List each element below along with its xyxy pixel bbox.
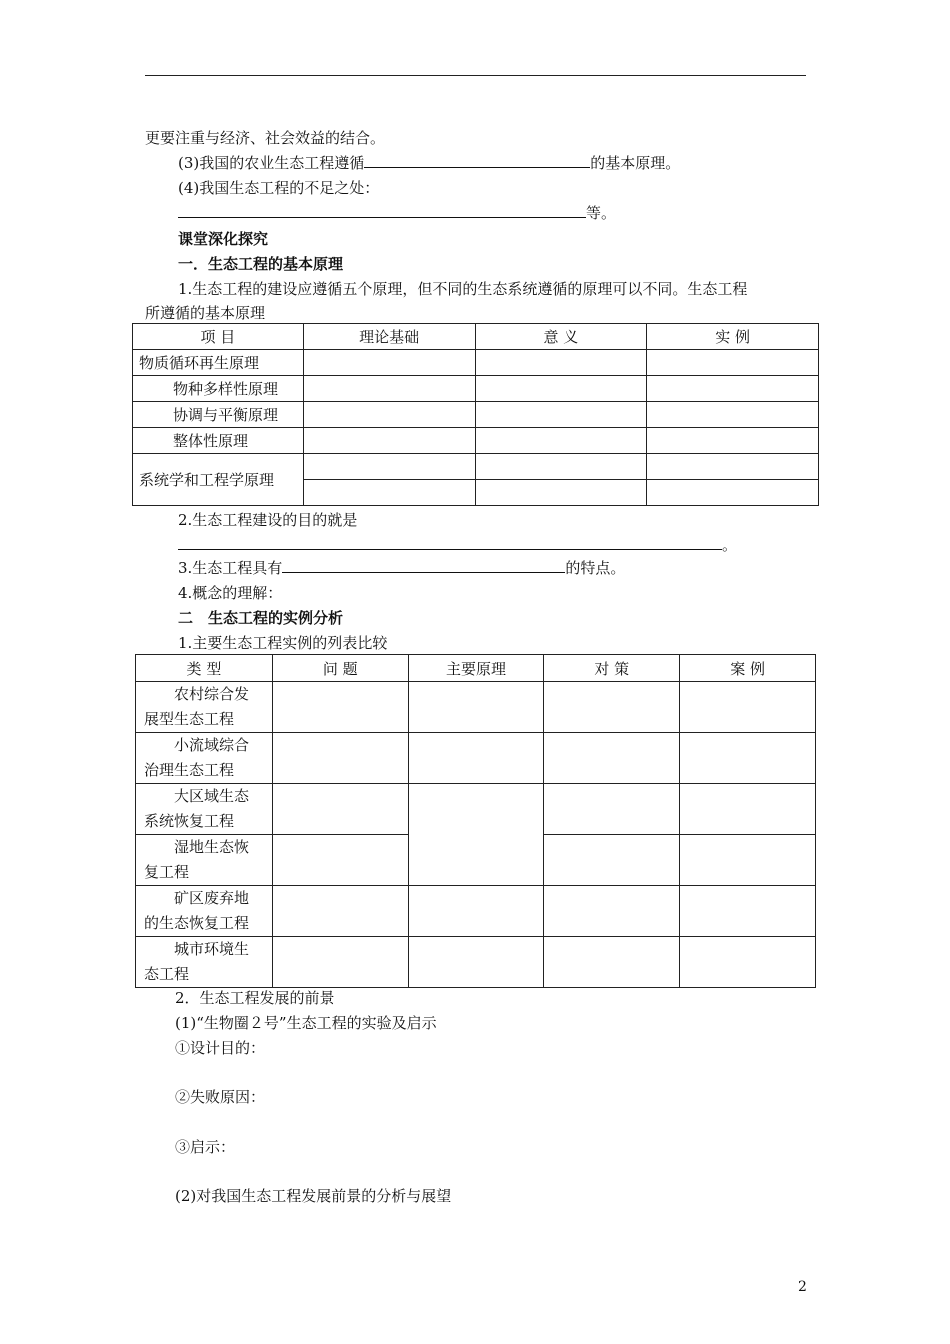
table-cell-merged — [408, 784, 544, 886]
text-span: 的基本原理。 — [590, 154, 681, 172]
text-span: (3)我国的农业生态工程遵循 — [178, 154, 365, 172]
table-row-label — [136, 682, 273, 733]
blank-line — [178, 535, 722, 550]
text-line: ①设计目的： — [175, 1039, 266, 1057]
text-line: 1.生态工程的建设应遵循五个原理，但不同的生态系统遵循的原理可以不同。生态工程 — [178, 280, 748, 298]
section-heading: 一．生态工程的基本原理 — [178, 255, 344, 273]
header-rule — [145, 75, 806, 76]
table-cell — [408, 682, 544, 733]
text-span: 的特点。 — [565, 559, 626, 577]
table-row-label: 物质循环再生原理 — [133, 350, 304, 376]
table-cell — [303, 376, 475, 402]
table-cell — [680, 784, 816, 835]
text-line: (4)我国生态工程的不足之处： — [178, 179, 380, 197]
table-header: 案 例 — [680, 655, 816, 682]
table-cell — [475, 350, 647, 376]
text-span: 等。 — [586, 204, 617, 222]
table-row-label: 物种多样性原理 — [133, 376, 304, 402]
table-header: 问 题 — [272, 655, 408, 682]
table-cell — [680, 682, 816, 733]
examples-table — [135, 654, 816, 988]
table-cell — [544, 886, 680, 937]
table-cell — [647, 402, 819, 428]
text-line: 1.主要生态工程实例的列表比较 — [178, 634, 388, 652]
table-row-label: 整体性原理 — [133, 428, 304, 454]
table-header: 主要原理 — [408, 655, 544, 682]
text-span: 。 — [722, 536, 738, 554]
row-label-text: 大区域生态系统恢复工程 — [144, 787, 250, 830]
table-cell — [303, 454, 475, 480]
table-row-label — [136, 937, 273, 988]
table-header: 项 目 — [133, 324, 304, 350]
text-line: 2．生态工程发展的前景 — [175, 989, 335, 1007]
table-row-label: 系统学和工程学原理 — [133, 454, 304, 506]
section-heading: 课堂深化探究 — [178, 230, 269, 248]
table-cell — [408, 886, 544, 937]
text-line: 4.概念的理解： — [178, 584, 283, 602]
principles-table — [132, 323, 819, 506]
table-cell — [647, 480, 819, 506]
text-line — [178, 534, 737, 555]
blank-line — [178, 203, 586, 218]
row-label-text: 矿区废弃地的生态恢复工程 — [144, 889, 250, 932]
table-cell — [272, 937, 408, 988]
table-header: 理论基础 — [303, 324, 475, 350]
table-cell — [475, 454, 647, 480]
table-cell — [544, 784, 680, 835]
text-line — [178, 557, 625, 578]
table-header: 实 例 — [647, 324, 819, 350]
table-row-label — [136, 835, 273, 886]
table-cell — [475, 480, 647, 506]
text-line: 所遵循的基本原理 — [145, 304, 266, 322]
table-cell — [475, 428, 647, 454]
table-row-label — [136, 784, 273, 835]
table-cell — [544, 682, 680, 733]
table-cell — [303, 402, 475, 428]
table-header: 意 义 — [475, 324, 647, 350]
table-cell — [544, 937, 680, 988]
table-cell — [475, 402, 647, 428]
table-cell — [647, 428, 819, 454]
table-row-label: 协调与平衡原理 — [133, 402, 304, 428]
table-cell — [408, 733, 544, 784]
text-line — [178, 152, 680, 173]
table-row-label — [136, 733, 273, 784]
page-number: 2 — [798, 1279, 807, 1295]
table-cell — [647, 454, 819, 480]
text-line: 2.生态工程建设的目的就是 — [178, 511, 358, 529]
text-line: 更要注重与经济、社会效益的结合。 — [145, 129, 386, 147]
table-header: 类 型 — [136, 655, 273, 682]
table-header: 对 策 — [544, 655, 680, 682]
table-cell — [544, 733, 680, 784]
table-cell — [647, 350, 819, 376]
blank-line — [364, 153, 590, 168]
table-cell — [272, 784, 408, 835]
table-cell — [303, 480, 475, 506]
row-label-text: 城市环境生态工程 — [144, 940, 250, 983]
table-cell — [680, 886, 816, 937]
text-line: ②失败原因： — [175, 1088, 266, 1106]
blank-line — [282, 558, 565, 573]
table-cell — [680, 835, 816, 886]
table-cell — [680, 733, 816, 784]
table-cell — [475, 376, 647, 402]
table-cell — [272, 835, 408, 886]
table-cell — [408, 937, 544, 988]
table-cell — [544, 835, 680, 886]
section-heading: 二 生态工程的实例分析 — [178, 609, 344, 627]
row-label-text: 农村综合发展型生态工程 — [144, 685, 250, 728]
text-line: ③启示： — [175, 1138, 236, 1156]
row-label-text: 小流域综合治理生态工程 — [144, 736, 250, 779]
table-cell — [272, 733, 408, 784]
table-cell — [680, 937, 816, 988]
row-label-text: 湿地生态恢复工程 — [144, 838, 250, 881]
table-cell — [303, 428, 475, 454]
table-cell — [272, 682, 408, 733]
table-row-label — [136, 886, 273, 937]
table-cell — [272, 886, 408, 937]
text-span: 3.生态工程具有 — [178, 559, 283, 577]
text-line: (1)“生物圈２号”生态工程的实验及启示 — [175, 1014, 437, 1032]
text-line — [178, 202, 616, 223]
table-cell — [647, 376, 819, 402]
table-cell — [303, 350, 475, 376]
text-line: (2)对我国生态工程发展前景的分析与展望 — [175, 1187, 452, 1205]
